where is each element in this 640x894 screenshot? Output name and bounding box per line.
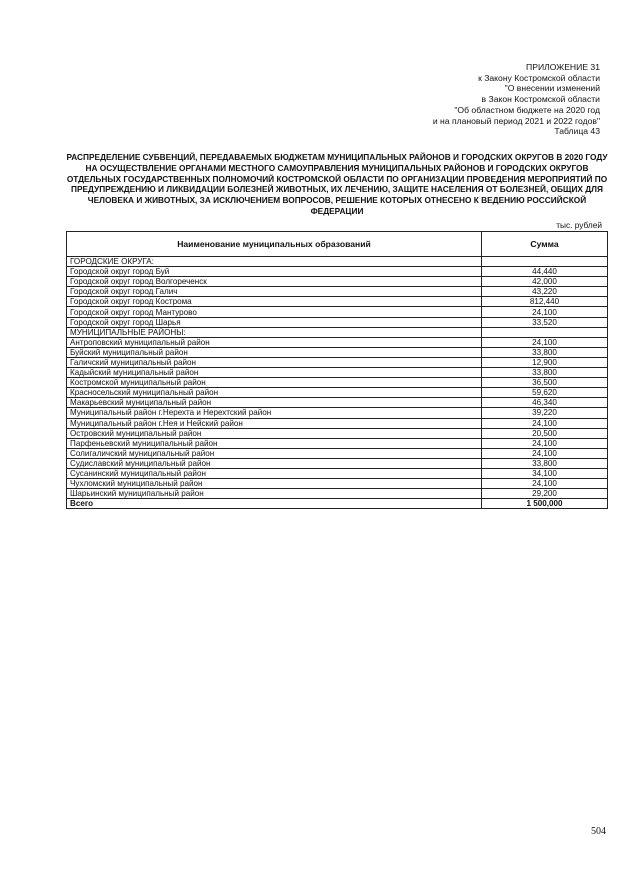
municipality-name: Городской округ город Мантурово <box>67 307 482 317</box>
amount-cell: 24,100 <box>482 418 608 428</box>
amount-cell: 33,800 <box>482 458 608 468</box>
amount-cell: 24,100 <box>482 307 608 317</box>
municipality-name: Островский муниципальный район <box>67 428 482 438</box>
appendix-line: ПРИЛОЖЕНИЕ 31 <box>526 62 600 72</box>
municipality-name: Городской округ город Галич <box>67 287 482 297</box>
table-row <box>67 468 608 478</box>
table-row <box>67 479 608 489</box>
municipality-name: Парфеньевский муниципальный район <box>67 438 482 448</box>
table-row <box>67 418 608 428</box>
table-row <box>67 267 608 277</box>
table-row <box>67 287 608 297</box>
appendix-line: к Закону Костромской области <box>478 72 600 83</box>
municipality-name: Муниципальный район г.Нерехта и Нерехтский район <box>67 408 482 418</box>
table-row <box>67 408 608 418</box>
municipality-name: Муниципальный район г.Нея и Нейский район <box>67 418 482 428</box>
table-row <box>67 398 608 408</box>
amount-cell: 59,620 <box>482 388 608 398</box>
amount-cell: 39,220 <box>482 408 608 418</box>
amount-cell: 44,440 <box>482 267 608 277</box>
section-label: МУНИЦИПАЛЬНЫЕ РАЙОНЫ: <box>67 327 482 337</box>
amount-cell: 46,340 <box>482 398 608 408</box>
amount-cell: 42,000 <box>482 277 608 287</box>
municipality-name: Костромской муниципальный район <box>67 378 482 388</box>
municipality-name: Городской округ город Буй <box>67 267 482 277</box>
municipality-name: Кадыйский муниципальный район <box>67 368 482 378</box>
table-row <box>67 428 608 438</box>
amount-cell: 24,100 <box>482 337 608 347</box>
amount-cell <box>482 327 608 337</box>
municipality-name: Антроповский муниципальный район <box>67 337 482 347</box>
total-amount: 1 500,000 <box>482 499 608 509</box>
table-row <box>67 357 608 367</box>
total-label: Всего <box>67 499 482 509</box>
units-label: тыс. рублей <box>556 220 602 230</box>
municipality-name: Судиславский муниципальный район <box>67 458 482 468</box>
table-row <box>67 297 608 307</box>
section-header-row <box>67 257 608 267</box>
municipality-name: Чухломский муниципальный район <box>67 479 482 489</box>
table-row <box>67 368 608 378</box>
table-row <box>67 448 608 458</box>
amount-cell: 812,440 <box>482 297 608 307</box>
amount-cell: 43,220 <box>482 287 608 297</box>
municipality-name: Шарьинский муниципальный район <box>67 489 482 499</box>
amount-cell: 24,100 <box>482 438 608 448</box>
municipality-name: Буйский муниципальный район <box>67 347 482 357</box>
table-row <box>67 317 608 327</box>
amount-cell: 29,200 <box>482 489 608 499</box>
table-row <box>67 489 608 499</box>
table-row <box>67 337 608 347</box>
section-label: ГОРОДСКИЕ ОКРУГА: <box>67 257 482 267</box>
municipality-name: Красносельский муниципальный район <box>67 388 482 398</box>
amount-cell: 24,100 <box>482 479 608 489</box>
subsidy-table-container <box>66 231 607 509</box>
table-number: Таблица 43 <box>554 126 600 137</box>
municipality-name: Городской округ город Кострома <box>67 297 482 307</box>
amount-cell: 33,800 <box>482 368 608 378</box>
document-title: РАСПРЕДЕЛЕНИЕ СУБВЕНЦИЙ, ПЕРЕДАВАЕМЫХ БЮДЖЕТАМ МУНИЦИПАЛЬНЫХ РАЙОНОВ И ГОРОДСКИХ ОКРУГОВ В 2020 ГОДУ НА ОСУЩЕСТВЛЕНИЕ ОРГАНАМИ МЕСТНОГО САМОУПРАВЛЕНИЯ МУНИЦИПАЛЬНЫХ РАЙОНОВ И ГОРОДСКИХ ОКРУГОВ ОТДЕЛЬНЫХ ГОСУДАРСТВЕННЫХ ПОЛНОМОЧИЙ КОСТРОМСКОЙ ОБЛАСТИ ПО ОРГАНИЗАЦИИ ПРОВЕДЕНИЯ МЕРОПРИЯТИЙ ПО ПРЕДУПРЕЖДЕНИЮ И ЛИКВИДАЦИИ БОЛЕЗНЕЙ ЖИВОТНЫХ, ИХ ЛЕЧЕНИЮ, ЗАЩИТЕ НАСЕЛЕНИЯ ОТ БОЛЕЗНЕЙ, ОБЩИХ ДЛЯ ЧЕЛОВЕКА И ЖИВОТНЫХ, ЗА ИСКЛЮЧЕНИЕМ ВОПРОСОВ, РЕШЕНИЕ КОТОРЫХ ОТНЕСЕНО К ВЕДЕНИЮ РОССИЙСКОЙ ФЕДЕРАЦИИ <box>66 152 608 216</box>
table-row <box>67 347 608 357</box>
municipality-name: Галичский муниципальный район <box>67 357 482 367</box>
municipality-name: Городской округ город Волгореченск <box>67 277 482 287</box>
table-row <box>67 458 608 468</box>
municipality-name: Городской округ город Шарья <box>67 317 482 327</box>
table-row <box>67 438 608 448</box>
page-number: 504 <box>591 826 606 837</box>
appendix-block <box>433 62 600 137</box>
table-row <box>67 388 608 398</box>
municipality-name: Макарьевский муниципальный район <box>67 398 482 408</box>
header-municipality: Наименование муниципальных образований <box>67 232 482 257</box>
municipality-name: Солигаличский муниципальный район <box>67 448 482 458</box>
header-amount: Сумма <box>482 232 608 257</box>
table-body <box>67 257 608 509</box>
table-row <box>67 307 608 317</box>
amount-cell: 34,100 <box>482 468 608 478</box>
appendix-line: "Об областном бюджете на 2020 год <box>454 104 600 115</box>
section-header-row <box>67 327 608 337</box>
amount-cell: 36,500 <box>482 378 608 388</box>
amount-cell: 33,800 <box>482 347 608 357</box>
total-row <box>67 499 608 509</box>
table-row <box>67 378 608 388</box>
municipality-name: Сусанинский муниципальный район <box>67 468 482 478</box>
amount-cell: 20,500 <box>482 428 608 438</box>
subsidy-table <box>66 231 608 509</box>
appendix-line: в Закон Костромской области <box>481 94 600 105</box>
amount-cell <box>482 257 608 267</box>
amount-cell: 33,520 <box>482 317 608 327</box>
amount-cell: 24,100 <box>482 448 608 458</box>
appendix-line: и на плановый период 2021 и 2022 годов" <box>432 115 600 126</box>
appendix-line: "О внесении изменений <box>504 83 600 94</box>
table-header-row <box>67 232 608 257</box>
amount-cell: 12,900 <box>482 357 608 367</box>
table-row <box>67 277 608 287</box>
